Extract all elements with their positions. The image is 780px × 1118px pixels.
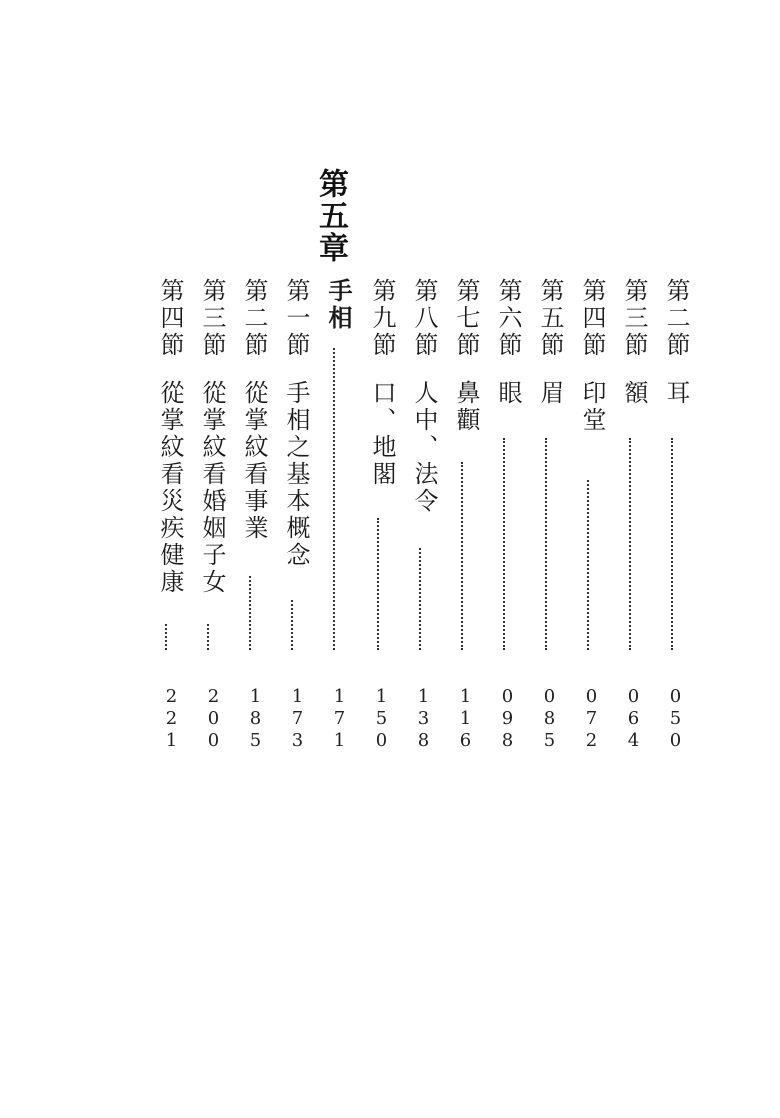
- toc-entry-title: 鼻顴: [452, 380, 480, 434]
- toc-entry-page: 116: [455, 686, 476, 752]
- dot-leader: [587, 480, 589, 650]
- dot-leader: [461, 462, 463, 650]
- dot-leader: [249, 576, 251, 650]
- toc-entry-page: 085: [539, 686, 560, 752]
- toc-entry-label: 第一節: [282, 278, 310, 359]
- dot-leader: [333, 348, 335, 650]
- toc-entry-label: 第六節: [494, 278, 522, 359]
- dot-leader: [629, 438, 631, 650]
- toc-entry-page: 050: [665, 686, 686, 752]
- toc-entry-title: 眼: [494, 380, 522, 407]
- dot-leader: [291, 600, 293, 650]
- toc-entry-title: 印堂: [578, 380, 606, 434]
- toc-entry-label: 第八節: [410, 278, 438, 359]
- toc-entry-label: 第三節: [620, 278, 648, 359]
- chapter-title: 第五章: [313, 168, 348, 264]
- toc-entry-page: 171: [329, 686, 350, 752]
- toc-entry-title: 從掌紋看災疾健康: [156, 380, 184, 596]
- toc-entry-page: 072: [581, 686, 602, 752]
- dot-leader: [503, 438, 505, 650]
- toc-entry-page: 173: [287, 686, 308, 752]
- toc-entry-label: 第四節: [578, 278, 606, 359]
- toc-entry-page: 221: [161, 686, 182, 752]
- toc-entry-title: 人中、法令: [410, 380, 438, 515]
- toc-entry-title: 額: [620, 380, 648, 407]
- toc-entry-page: 098: [497, 686, 518, 752]
- dot-leader: [419, 548, 421, 650]
- toc-entry-title: 從掌紋看婚姻子女: [198, 380, 226, 596]
- toc-entry-title: 耳: [662, 380, 690, 407]
- toc-entry-label: 第二節: [662, 278, 690, 359]
- dot-leader: [207, 624, 209, 650]
- toc-entry-label: 第七節: [452, 278, 480, 359]
- dot-leader: [671, 438, 673, 650]
- toc-entry-page: 185: [245, 686, 266, 752]
- dot-leader: [165, 624, 167, 650]
- toc-entry-page: 200: [203, 686, 224, 752]
- toc-entry-label: 第四節: [156, 278, 184, 359]
- toc-entry-title: 眉: [536, 380, 564, 407]
- dot-leader: [377, 518, 379, 650]
- toc-entry-page: 138: [413, 686, 434, 752]
- dot-leader: [545, 438, 547, 650]
- toc-entry-title: 從掌紋看事業: [240, 380, 268, 542]
- toc-entry-label: 第二節: [240, 278, 268, 359]
- toc-entry-title: 口、地閣: [368, 380, 396, 488]
- toc-entry-page: 150: [371, 686, 392, 752]
- toc-entry-title: 手相之基本概念: [282, 380, 310, 569]
- toc-entry-page: 064: [623, 686, 644, 752]
- toc-chapter-entry-title: 手相: [324, 278, 353, 332]
- toc-entry-label: 第五節: [536, 278, 564, 359]
- toc-entry-label: 第九節: [368, 278, 396, 359]
- toc-entry-label: 第三節: [198, 278, 226, 359]
